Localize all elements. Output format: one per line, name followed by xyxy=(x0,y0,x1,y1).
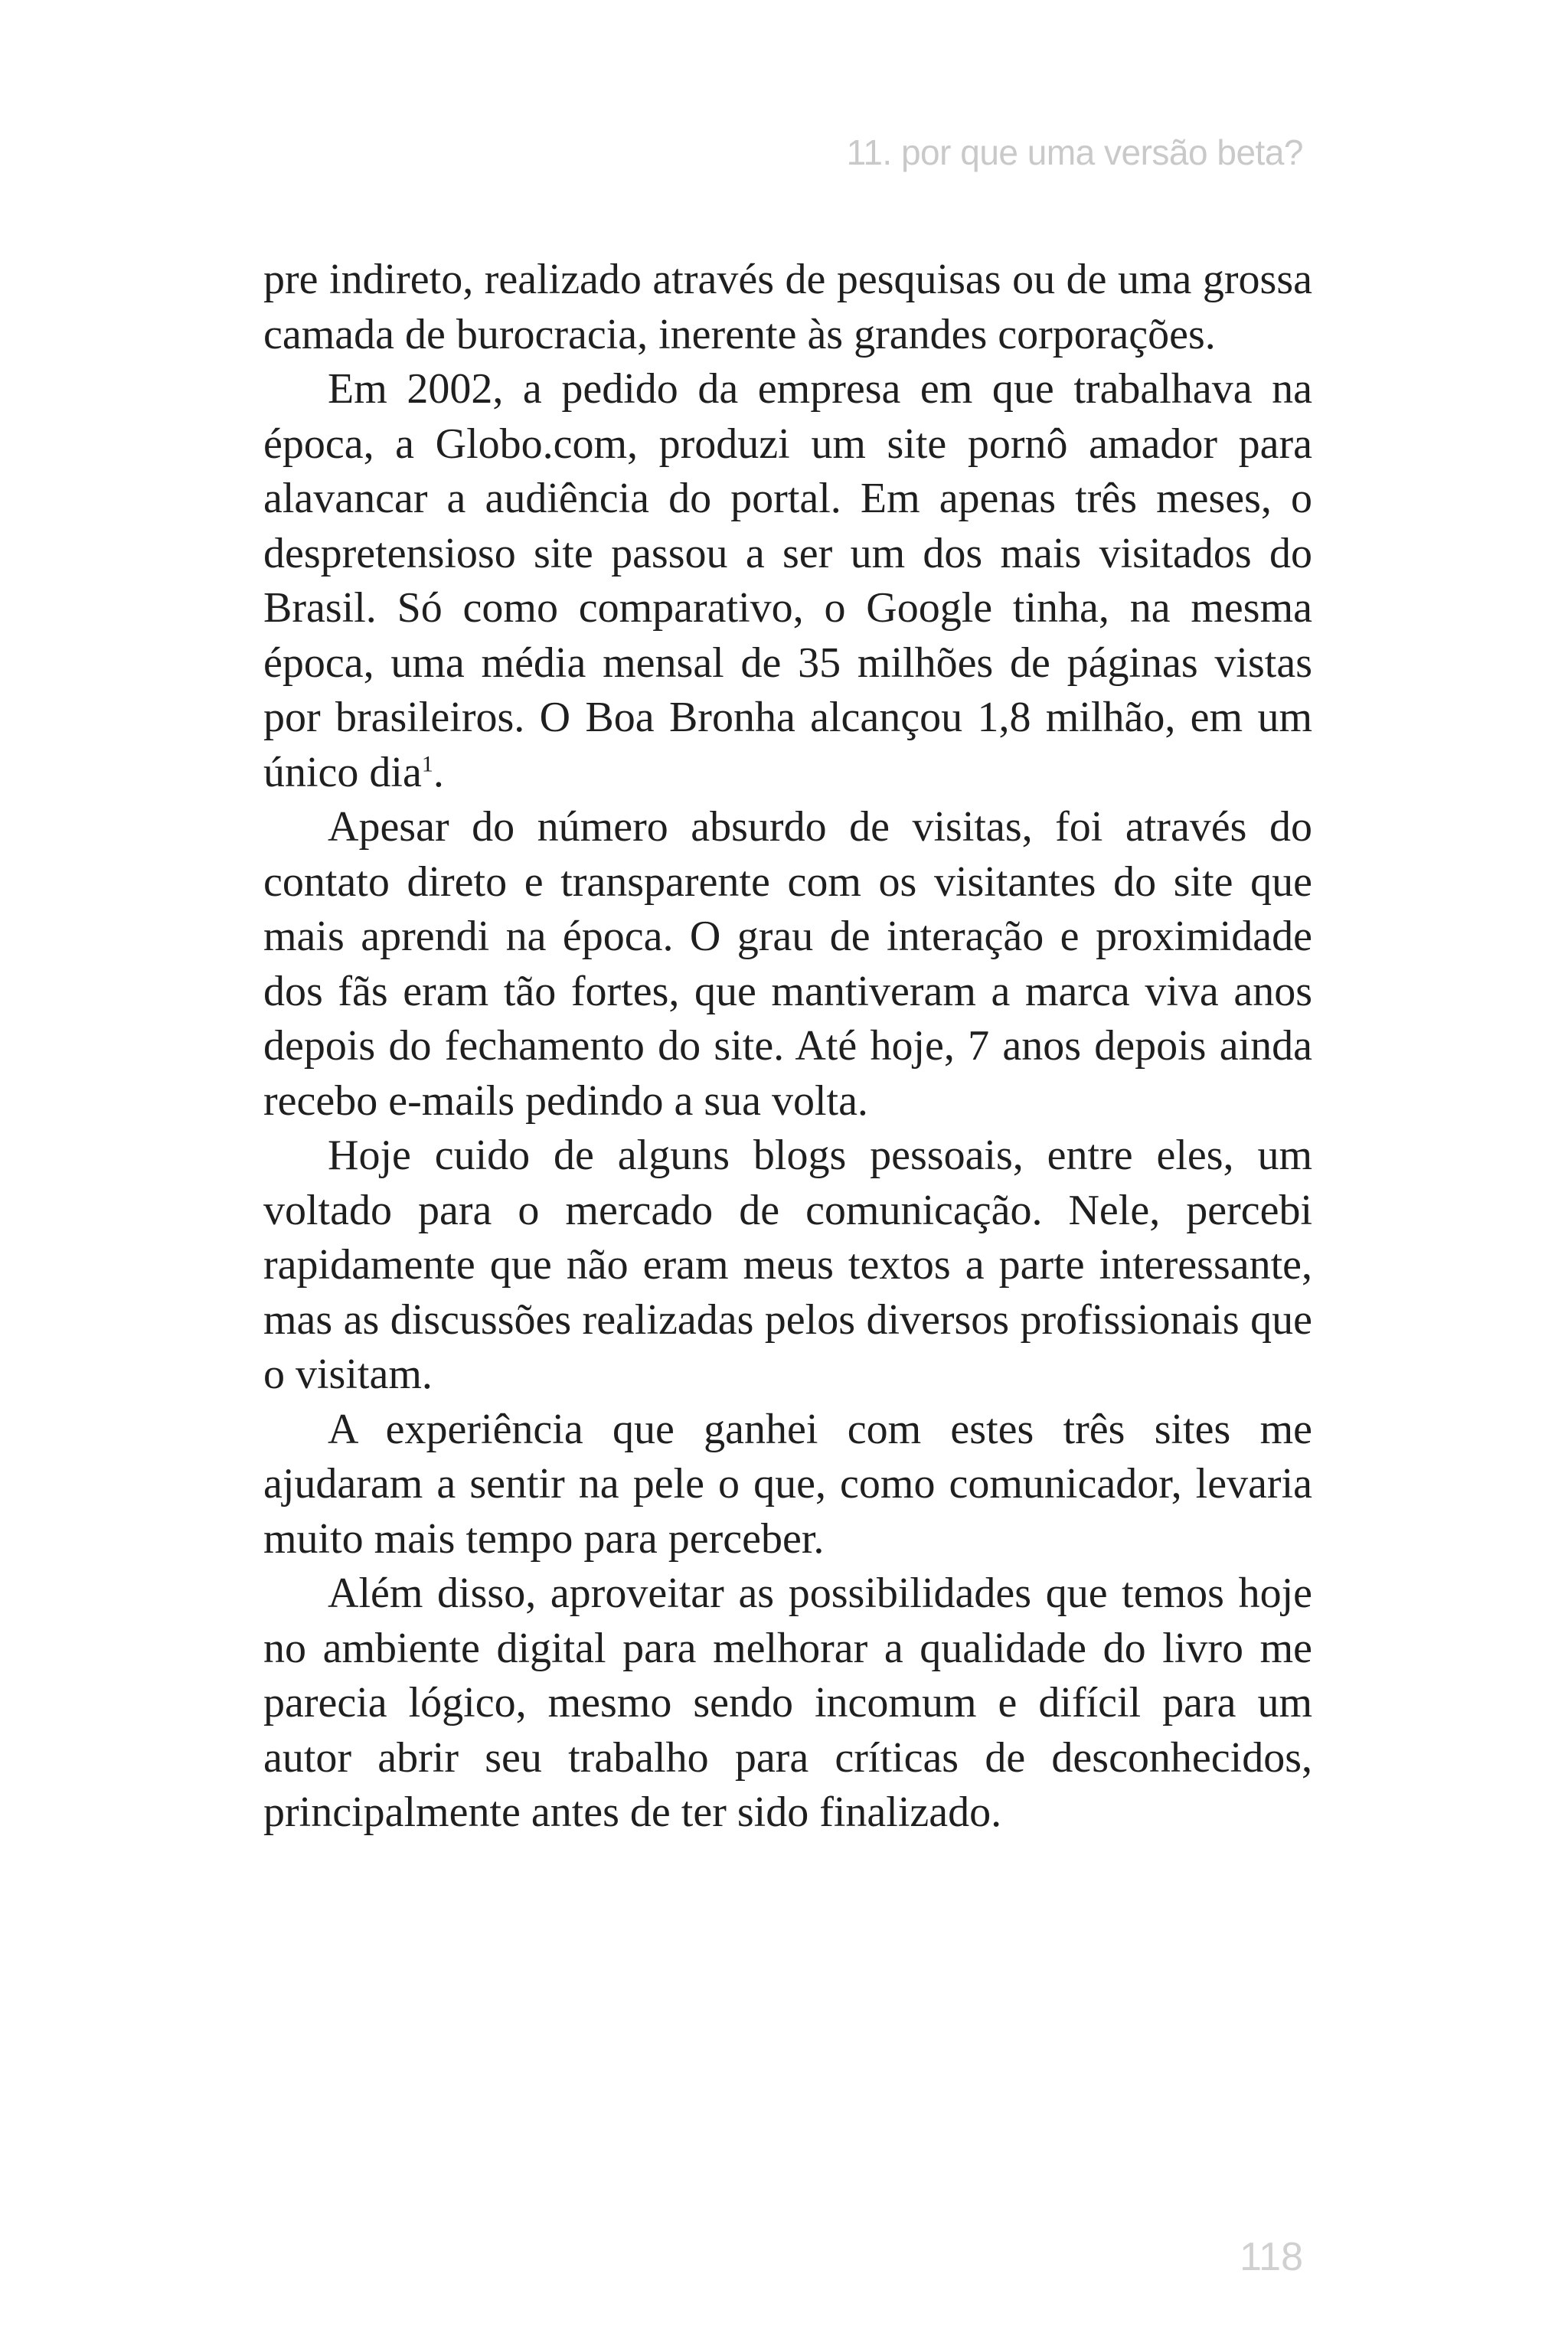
paragraph: Hoje cuido de alguns blogs pessoais, entre eles, um voltado para o mercado de comunicação. Nele, percebi rapidamente que não eram meus textos a parte interessante, mas as discussões realizadas pelos diversos profissionais que o visitam. xyxy=(263,1132,1312,1398)
body-text xyxy=(263,253,1312,1841)
paragraph-text: Em 2002, a pedido da empresa em que trabalhava na época, a Globo.com, produzi um site pornô amador para alavancar a audiência do portal. Em apenas três meses, o despretensioso site passou a ser um dos mais visitados do Brasil. Só como comparativo, o Google tinha, na mesma época, uma média mensal de 35 milhões de páginas vistas por brasileiros. O Boa Bronha alcançou 1,8 milhão, em um único dia xyxy=(263,365,1312,796)
paragraph xyxy=(263,362,1312,800)
paragraph: Apesar do número absurdo de visitas, foi através do contato direto e transparente com os visitantes do site que mais aprendi na época. O grau de interação e proximidade dos fãs eram tão fortes, que mantiveram a marca viva anos depois do fechamento do site. Até hoje, 7 anos depois ainda recebo e-mails pedindo a sua volta. xyxy=(263,803,1312,1125)
running-head: 11. por que uma versão beta? xyxy=(846,132,1303,172)
page-number: 118 xyxy=(1240,2235,1303,2279)
paragraph: A experiência que ganhei com estes três sites me ajudaram a sentir na pele o que, como comunicador, levaria muito mais tempo para perceber. xyxy=(263,1405,1312,1563)
paragraph-tail: . xyxy=(433,748,444,796)
paragraph: Além disso, aproveitar as possibilidades que temos hoje no ambiente digital para melhorar a qualidade do livro me parecia lógico, mesmo sendo incomum e difícil para um autor abrir seu trabalho para críticas de desconhecidos, principalmente antes de ter sido finalizado. xyxy=(263,1570,1312,1836)
paragraph-continuation: pre indireto, realizado através de pesquisas ou de uma grossa camada de burocracia, inerente às grandes corporações. xyxy=(263,256,1312,358)
footnote-marker: 1 xyxy=(421,750,433,776)
